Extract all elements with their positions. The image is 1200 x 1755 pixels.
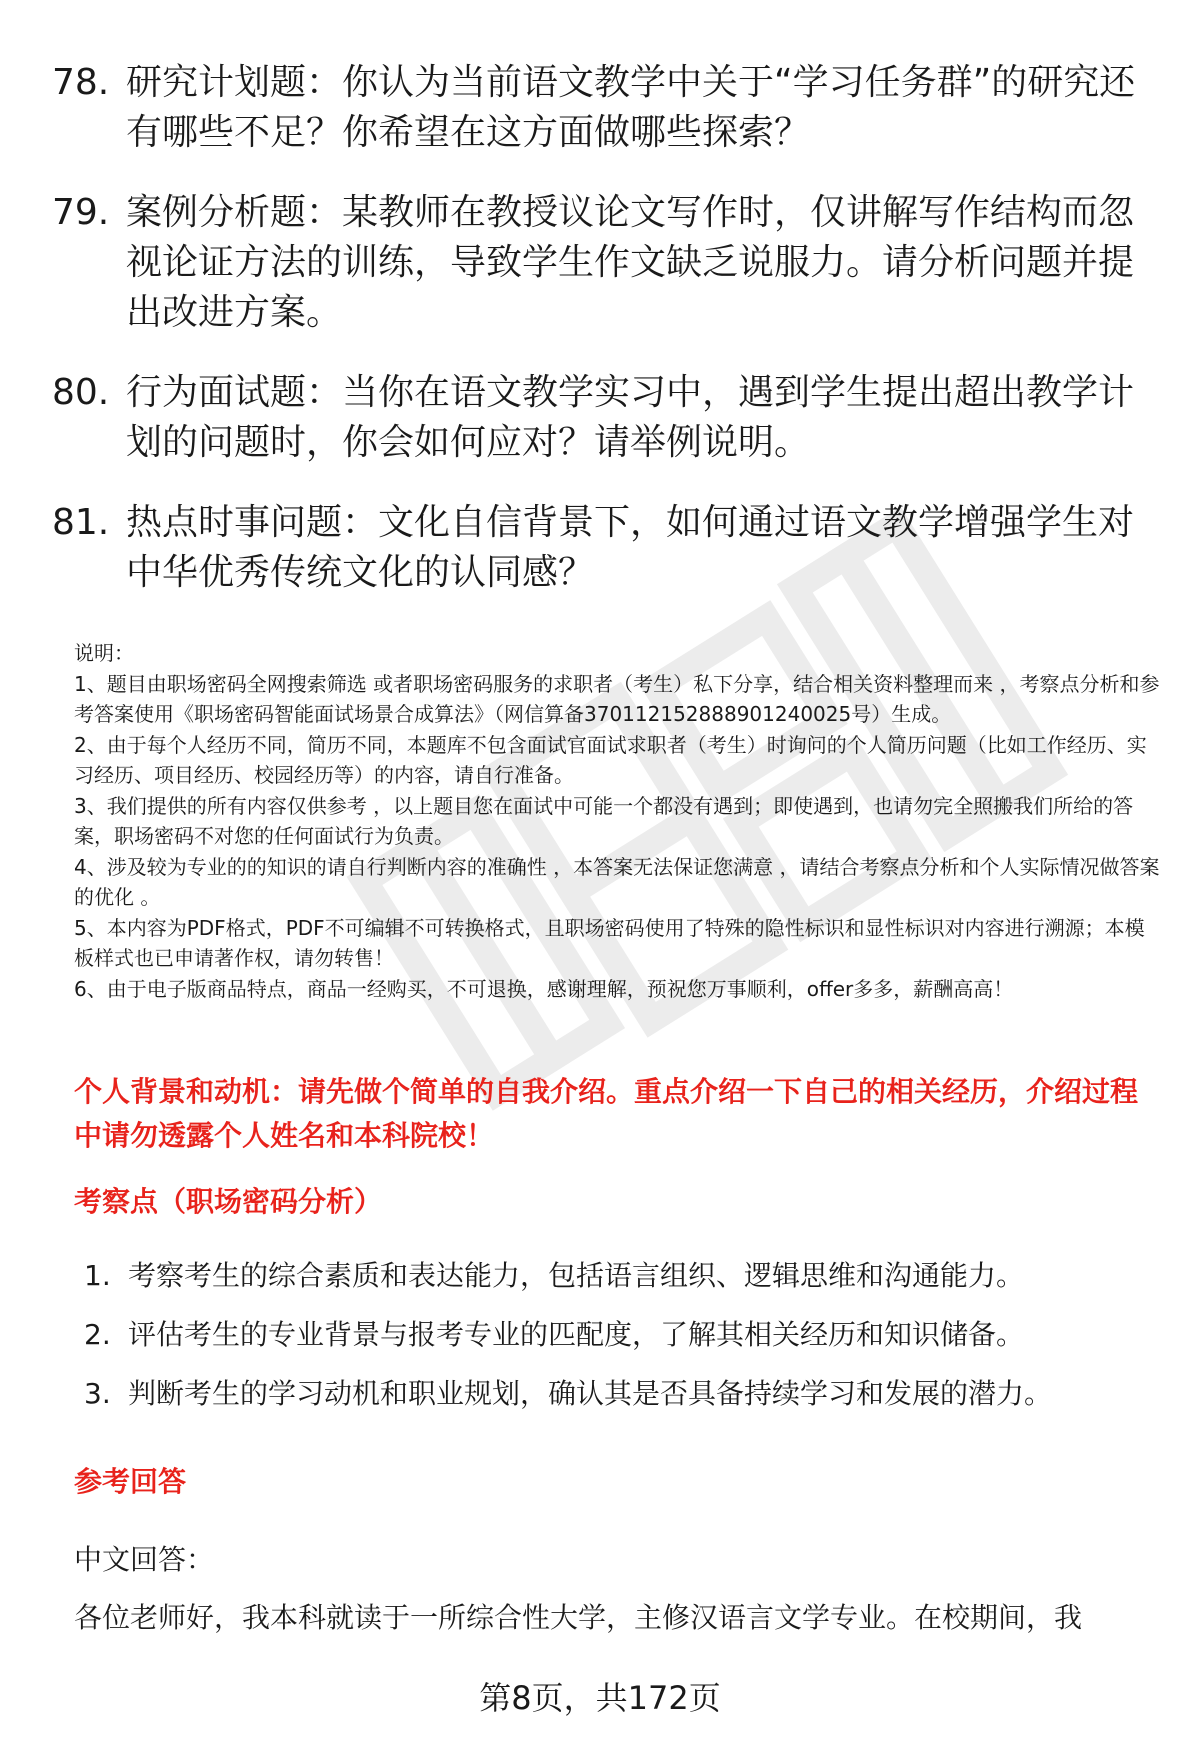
note-item: 5、本内容为PDF格式，PDF不可编辑不可转换格式，且职场密码使用了特殊的隐性标识和显性标识对内容进行溯源；本模板样式也已申请著作权，请勿转售！ [74, 915, 1145, 970]
question-list [52, 58, 1152, 628]
question-item [52, 498, 1152, 598]
question-text: 行为面试题：当你在语文教学实习中，遇到学生提出超出教学计划的问题时，你会如何应对？请举例说明。 [126, 372, 1135, 463]
point-item [84, 1315, 1164, 1355]
point-number: 1. [84, 1259, 111, 1292]
section-heading: 个人背景和动机：请先做个简单的自我介绍。重点介绍一下自己的相关经历，介绍过程中请勿透露个人姓名和本科院校！ [74, 1075, 1139, 1152]
question-number: 78. [52, 62, 110, 103]
question-number: 79. [52, 192, 110, 233]
assessment-points [84, 1256, 1164, 1433]
question-text: 案例分析题：某教师在教授议论文写作时，仅讲解写作结构而忽视论证方法的训练，导致学生作文缺乏说服力。请分析问题并提出改进方案。 [126, 192, 1135, 333]
notes-title: 说明： [74, 641, 134, 665]
answer-title: 参考回答 [74, 1465, 187, 1498]
note-item: 4、涉及较为专业的的知识的请自行判断内容的准确性 ，本答案无法保证您满意 ，请结合考察点分析和个人实际情况做答案的优化 。 [74, 854, 1160, 909]
point-text: 评估考生的专业背景与报考专业的匹配度，了解其相关经历和知识储备。 [128, 1318, 1025, 1351]
point-item [84, 1374, 1164, 1414]
question-number: 81. [52, 502, 110, 543]
question-text: 热点时事问题：文化自信背景下，如何通过语文教学增强学生对中华优秀传统文化的认同感？ [126, 502, 1135, 593]
question-number: 80. [52, 372, 110, 413]
question-item [52, 58, 1152, 158]
answer-text: 各位老师好，我本科就读于一所综合性大学，主修汉语言文学专业。在校期间，我 [74, 1601, 1083, 1634]
point-text: 判断考生的学习动机和职业规划，确认其是否具备持续学习和发展的潜力。 [128, 1377, 1053, 1410]
point-item [84, 1256, 1164, 1296]
note-item: 6、由于电子版商品特点，商品一经购买，不可退换，感谢理解，预祝您万事顺利，offer多多，薪酬高高！ [74, 976, 1014, 1001]
note-item: 1、题目由职场密码全网搜索筛选 或者职场密码服务的求职者（考生）私下分享，结合相关资料整理而来 ，考察点分析和参考答案使用《职场密码智能面试场景合成算法》（网信算备370112152888901240025号）生成。 [74, 671, 1160, 726]
disclaimer-notes [74, 638, 1164, 1004]
question-text: 研究计划题：你认为当前语文教学中关于“学习任务群”的研究还有哪些不足？你希望在这方面做哪些探索？ [126, 62, 1136, 153]
point-number: 3. [84, 1377, 111, 1410]
question-item [52, 188, 1152, 338]
note-item: 3、我们提供的所有内容仅供参考 ，以上题目您在面试中可能一个都没有遇到；即使遇到，也请勿完全照搬我们所给的答案，职场密码不对您的任何面试行为负责。 [74, 793, 1134, 848]
note-item: 2、由于每个人经历不同，简历不同，本题库不包含面试官面试求职者（考生）时询问的个人简历问题（比如工作经历、实习经历、项目经历、校园经历等）的内容，请自行准备。 [74, 732, 1147, 787]
point-text: 考察考生的综合素质和表达能力，包括语言组织、逻辑思维和沟通能力。 [128, 1259, 1025, 1292]
points-title: 考察点（职场密码分析） [74, 1185, 383, 1218]
point-number: 2. [84, 1318, 111, 1351]
page-footer: 第8页，共172页 [479, 1679, 721, 1717]
answer-language-label: 中文回答： [74, 1543, 215, 1576]
question-item [52, 368, 1152, 468]
